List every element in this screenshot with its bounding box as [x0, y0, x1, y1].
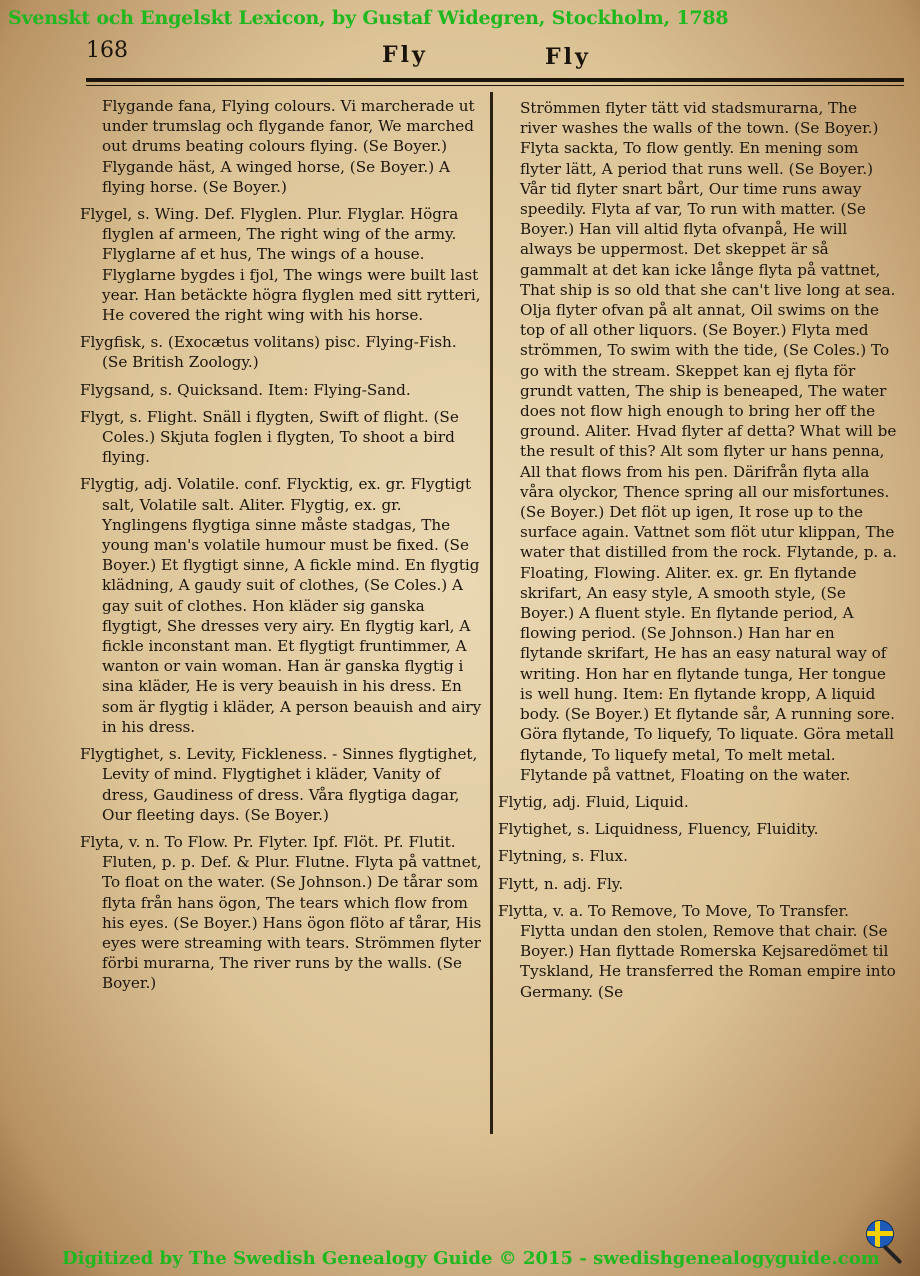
dictionary-entry: Flyta, v. n. To Flow. Pr. Flyter. Ipf. Flöt. Pf. Flutit. Fluten, p. p. Def. & Plur. Flutne. Flyta på vattnet, To float on the water. (Se Johnson.) De tårar som flyta från hans ögon, The tears which flow from his eyes. (Se Boyer.) Hans ögon flöto af tårar, His eyes were streaming with tears. Strömmen flyter förbi murarna, The river runs by the walls. (Se Boyer.)	[80, 832, 482, 993]
footer-credit: Digitized by The Swedish Genealogy Guide © 2015 - swedishgenealogyguide.com	[62, 1248, 880, 1269]
dictionary-entry: Flygtighet, s. Levity, Fickleness. - Sinnes flygtighet, Levity of mind. Flygtighet i kläder, Vanity of dress, Gaudiness of dress. Våra flygtiga dagar, Our fleeting days. (Se Boyer.)	[80, 745, 478, 824]
dictionary-entry: Flygsand, s. Quicksand. Item: Flying-Sand.	[80, 380, 411, 399]
left-column	[80, 96, 482, 994]
swedish-flag-icon	[866, 1220, 894, 1248]
banner-title: Svenskt och Engelskt Lexicon, by Gustaf Widegren, Stockholm, 1788	[8, 7, 729, 29]
header-rule-thin	[86, 85, 904, 86]
magnifier-handle-icon	[883, 1245, 903, 1265]
dictionary-entry: Flytta, v. a. To Remove, To Move, To Transfer. Flytta undan den stolen, Remove that chair. (Se Boyer.) Han flyttade Romerska Kejsaredömet til Tyskland, He transferred the Roman empire into Germany. (Se	[498, 901, 896, 1001]
dictionary-entry: Flygfisk, s. (Exocætus volitans) pisc. Flying-Fish. (Se British Zoology.)	[80, 333, 457, 372]
dictionary-entry: Flygande fana, Flying colours. Vi marcherade ut under trumslag och flygande fanor, We marched out drums beating colours flying. (Se Boyer.) Flygande häst, A winged horse, (Se Boyer.) A flying horse. (Se Boyer.)	[102, 97, 475, 196]
dictionary-entry: Flytig, adj. Fluid, Liquid.	[498, 792, 689, 811]
dictionary-entry: Flytning, s. Flux.	[498, 847, 628, 866]
page-number: 168	[86, 38, 128, 63]
dictionary-entry: Strömmen flyter tätt vid stadsmurarna, The river washes the walls of the town. (Se Boyer.) Flyta sackta, To flow gently. En mening som flyter lätt, A period that runs well. (Se Boyer.) Vår tid flyter snart bårt, Our time runs away speedily. Flyta af var, To run with matter. (Se Boyer.) Han vill altid flyta ofvanpå, He will always be uppermost. Det skeppet är så gammalt at det kan icke långe flyta på vattnet, That ship is so old that she can't live long at sea. Olja flyter ofvan på alt annat, Oil swims on the top of all other liquors. (Se Boyer.) Flyta med strömmen, To swim with the tide, (Se Coles.) To go with the stream. Skeppet kan ej flyta för grundt vatten, The ship is beneaped, The water does not flow high enough to bring her off the ground. Aliter. Hvad flyter af detta? What will be the result of this? Alt som flyter ur hans penna, All that flows from his pen. Därifrån flyta alla våra olyckor, Thence spring all our misfortunes. (Se Boyer.) Det flöt up igen, It rose up to the surface again. Vattnet som flöt utur klippan, The water that distilled from the rock. Flytande, p. a. Floating, Flowing. Aliter. ex. gr. En flytande skrifart, An easy style, A smooth style, (Se Boyer.) A fluent style. En flytande period, A flowing period. (Se Johnson.) Han har en flytande skrifart, He has an easy natural way of writing. Hon har en flytande tunga, Her tongue is well hung. Item: En flytande kropp, A liquid body. (Se Boyer.) Et flytande sår, A running sore. Göra flytande, To liquefy, To liquate. Göra metall flytande, To liquefy metal, To melt metal. Flytande på vattnet, Floating on the water.	[520, 99, 897, 784]
dictionary-entry: Flytt, n. adj. Fly.	[498, 874, 624, 893]
column-divider	[490, 92, 493, 1134]
dictionary-entry: Flygtig, adj. Volatile. conf. Flycktig, ex. gr. Flygtigt salt, Volatile salt. Aliter. Flygtig, ex. gr. Ynglingens flygtiga sinne måste stadgas, The young man's volatile humour must be fixed. (Se Boyer.) Et flygtigt sinne, A fickle mind. En flygtig klädning, A gaudy suit of clothes, (Se Coles.) A gay suit of clothes. Hon kläder sig ganska flygtigt, She dresses very airy. En flygtig karl, A fickle inconstant man. Et flygtigt fruntimmer, A wanton or vain woman. Han är ganska flygtig i sina kläder, He is very beauish in his dress. En som är flygtig i kläder, A person beauish and airy in his dress.	[80, 475, 482, 736]
header-rule	[86, 78, 904, 82]
dictionary-entry: Flygt, s. Flight. Snäll i flygten, Swift of flight. (Se Coles.) Skjuta foglen i flygten, To shoot a bird flying.	[80, 407, 459, 467]
dictionary-entry: Flygel, s. Wing. Def. Flyglen. Plur. Flyglar. Högra flyglen af armeen, The right wing of the army. Flyglarne af et hus, The wings of a house. Flyglarne bygdes i fjol, The wings were built last year. Han betäckte högra flyglen med sitt rytteri, He covered the right wing with his horse.	[80, 205, 481, 325]
right-column	[498, 98, 898, 1002]
guide-word-right: Fly	[545, 44, 591, 70]
dictionary-entry: Flytighet, s. Liquidness, Fluency, Fluidity.	[498, 820, 819, 839]
guide-word-left: Fly	[382, 42, 428, 68]
